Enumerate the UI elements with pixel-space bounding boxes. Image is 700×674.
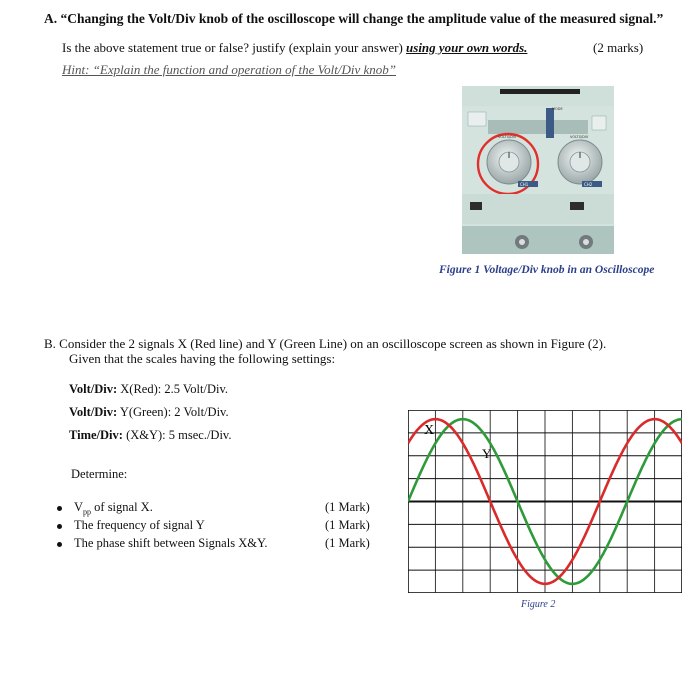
setting-value: (X&Y): 5 msec./Div.	[122, 428, 232, 442]
task-mark-1: (1 Mark)	[325, 500, 370, 514]
task-text: of signal X.	[91, 500, 153, 514]
figure-2-caption: Figure 2	[521, 599, 556, 610]
task-mark-3: (1 Mark)	[325, 536, 370, 550]
label-ch2: CH2	[584, 182, 593, 187]
determine-label: Determine:	[71, 467, 128, 481]
setting-value: Y(Green): 2 Volt/Div.	[117, 405, 229, 419]
task-mark-2: (1 Mark)	[325, 518, 370, 532]
task-frequency	[57, 518, 205, 533]
task-subscript: pp	[83, 507, 92, 517]
label-volts-div-1: VOLTS/DIV	[498, 135, 517, 139]
task-text: The phase shift between Signals X&Y.	[74, 536, 268, 550]
task-phase-shift	[57, 536, 268, 551]
figure-1-caption: Figure 1 Voltage/Div knob in an Oscilloscope	[439, 264, 655, 276]
setting-label: Volt/Div:	[69, 405, 118, 419]
setting-volt-div-y	[69, 405, 229, 420]
prompt-emphasis: using your own words.	[406, 40, 528, 55]
task-text-pre: V	[74, 500, 84, 514]
label-ch1: CH1	[520, 182, 529, 187]
question-a-hint: Hint: “Explain the function and operation of the Volt/Div knob”	[62, 62, 396, 77]
question-a-marks: (2 marks)	[593, 40, 644, 55]
question-b-line-1: B. Consider the 2 signals X (Red line) and Y (Green Line) on an oscilloscope screen as shown in Figure (2).	[44, 336, 607, 351]
setting-value: X(Red): 2.5 Volt/Div.	[117, 382, 229, 396]
question-b-line-2: Given that the scales having the following settings:	[69, 351, 336, 366]
task-text: The frequency of signal Y	[74, 518, 205, 532]
oscilloscope-photo	[462, 86, 614, 254]
setting-time-div	[69, 428, 231, 443]
setting-label: Volt/Div:	[69, 382, 118, 396]
bullet-icon	[57, 506, 62, 511]
signal-y-label: Y	[482, 446, 492, 461]
signal-x-label: X	[424, 423, 435, 438]
prompt-text: Is the above statement true or false? justify (explain your answer)	[62, 40, 407, 55]
bullet-icon	[57, 524, 62, 529]
bullet-icon	[57, 542, 62, 547]
setting-volt-div-x	[69, 382, 228, 397]
question-a-prompt	[62, 40, 527, 56]
task-vpp	[57, 500, 153, 517]
label-mode: MODE	[552, 107, 563, 111]
setting-label: Time/Div:	[69, 428, 123, 442]
question-a-title: A. “Changing the Volt/Div knob of the oscilloscope will change the amplitude value of the measured signal.”	[44, 11, 664, 26]
label-volts-div-2: VOLTS/DIV	[570, 135, 589, 139]
oscilloscope-screen	[408, 410, 682, 593]
